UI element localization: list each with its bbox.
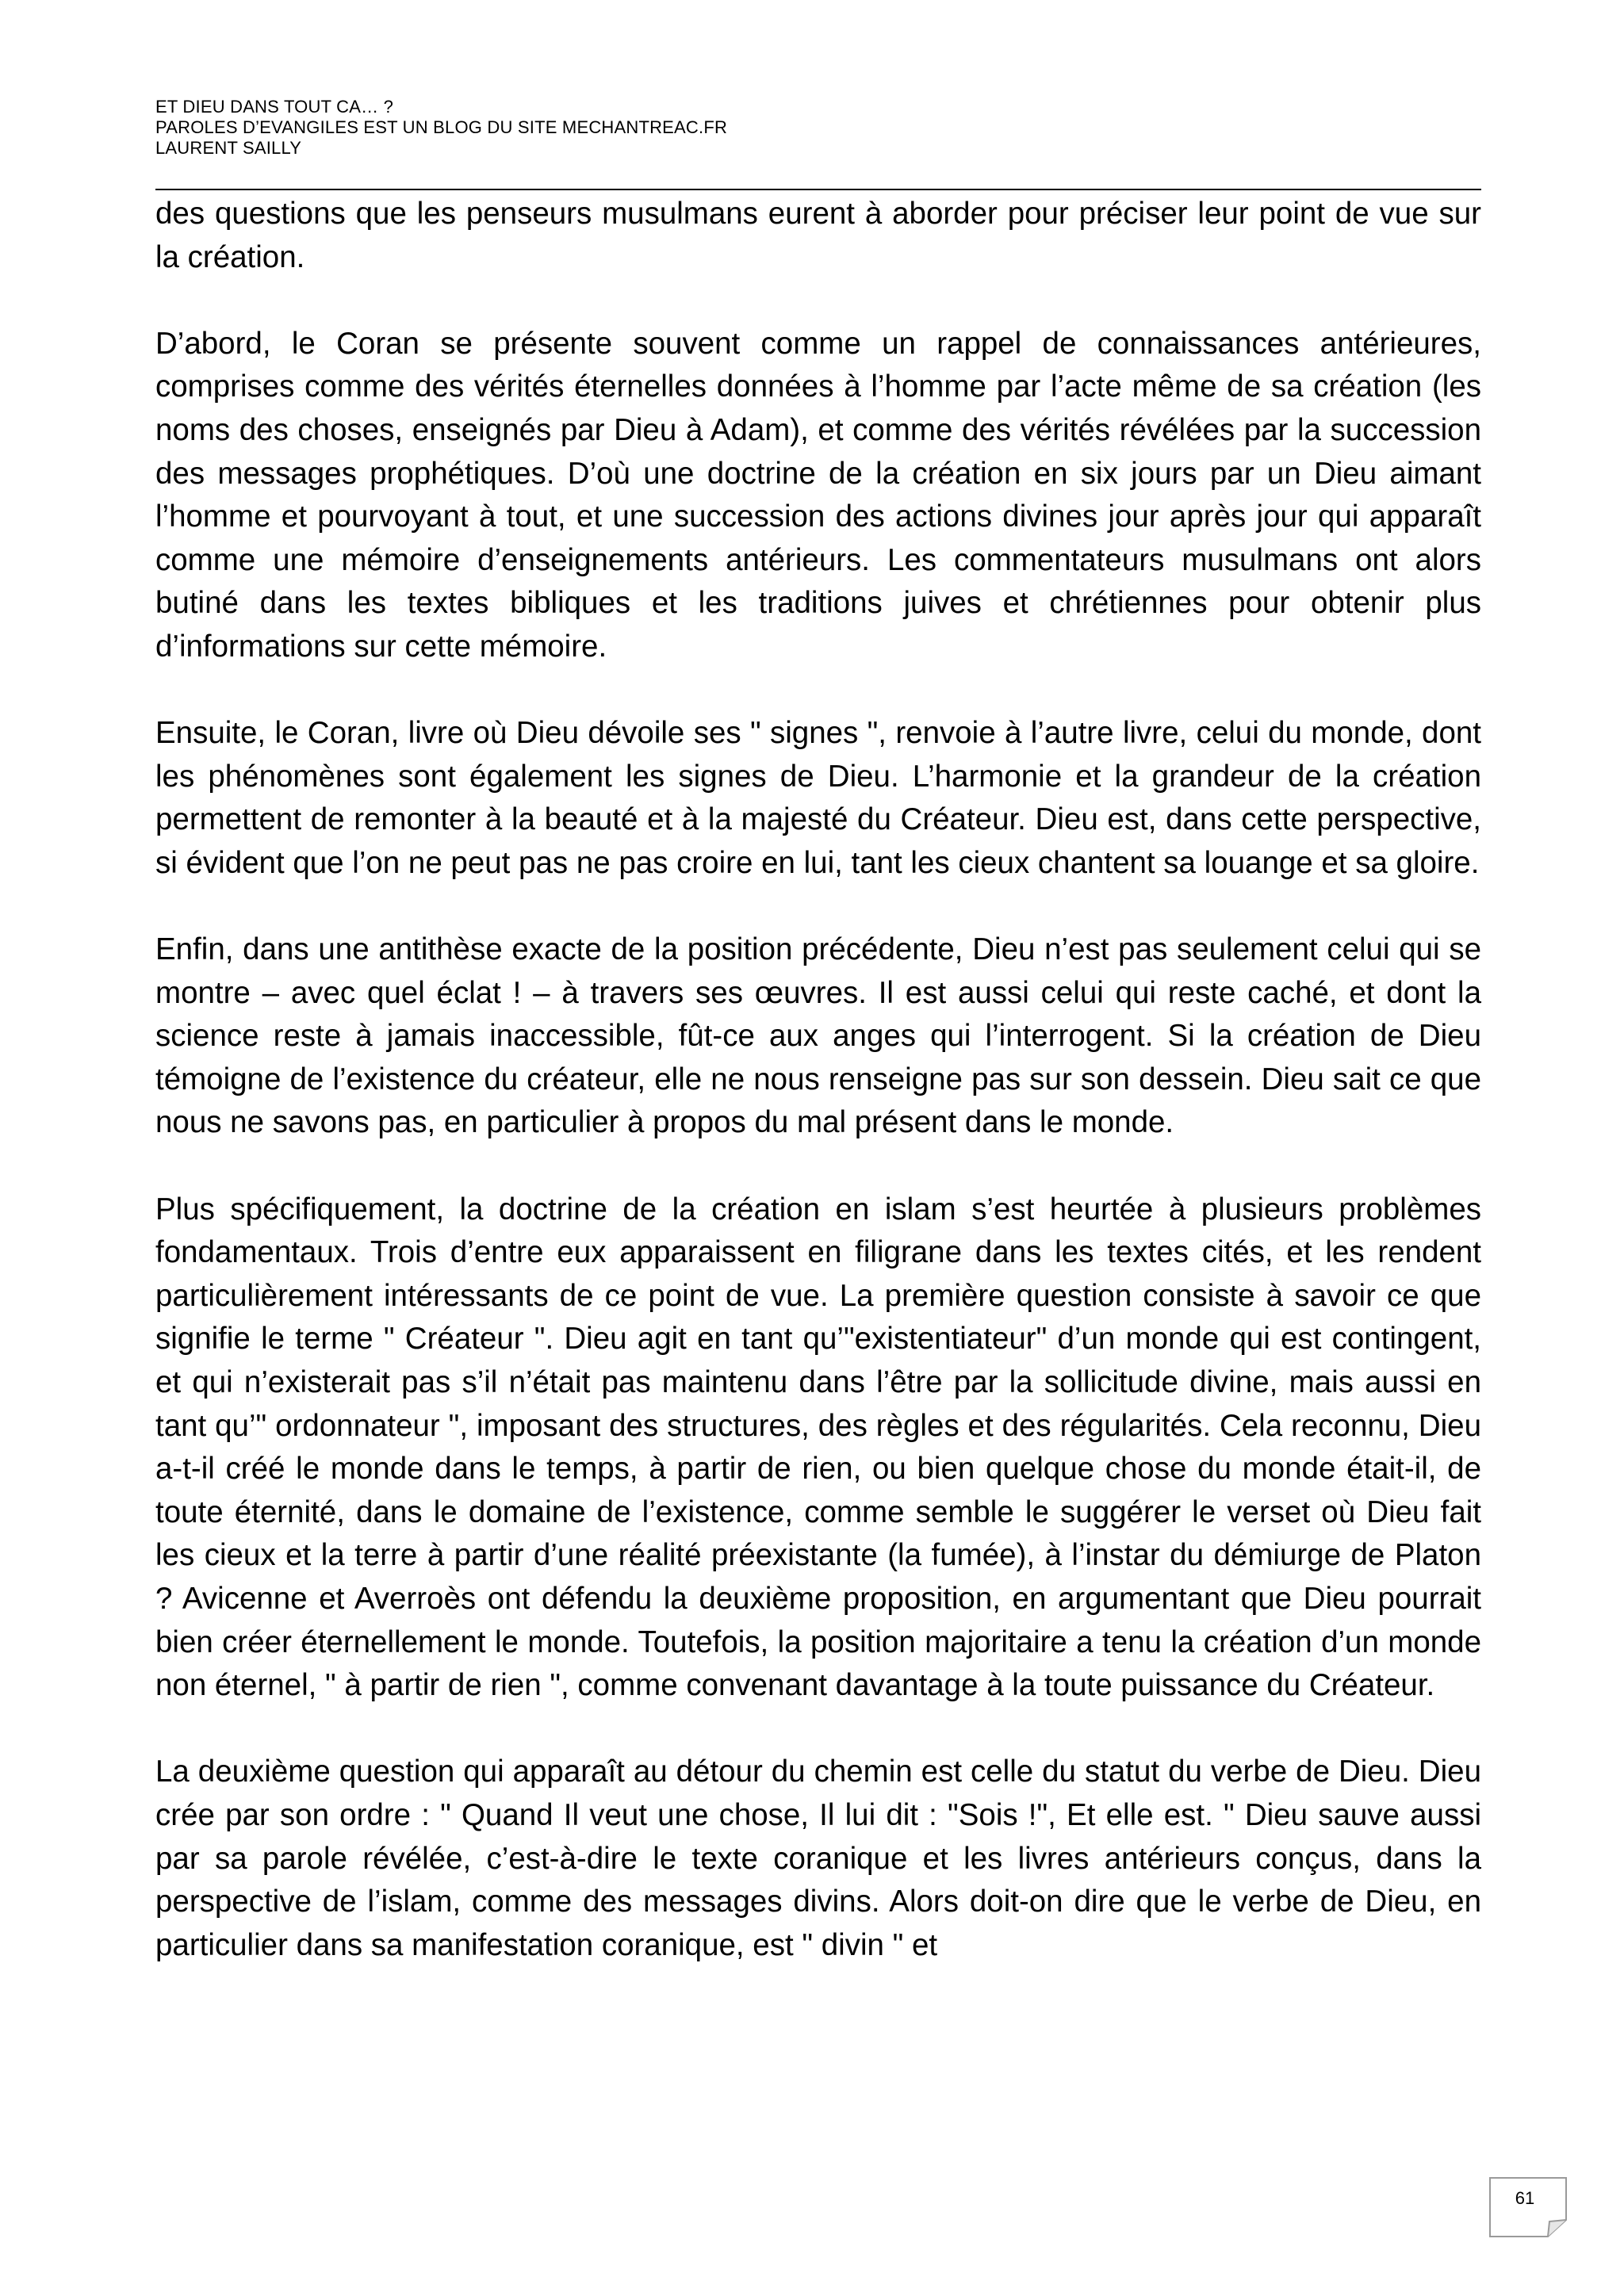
paragraph: des questions que les penseurs musulmans eurent à aborder pour préciser leur point de vue sur la création.: [155, 197, 1481, 274]
header-book-title: ET DIEU DANS TOUT CA… ?: [155, 97, 394, 117]
header-author: LAURENT SAILLY: [155, 138, 302, 158]
header-blog-line: PAROLES D’EVANGILES EST UN BLOG DU SITE MECHANTREAC.FR: [155, 117, 728, 137]
page-number: 61: [1515, 2188, 1535, 2208]
page-body: [155, 193, 1481, 1967]
running-header: [155, 97, 1481, 159]
page-number-badge: [1489, 2177, 1567, 2237]
paragraph: Enfin, dans une antithèse exacte de la position précédente, Dieu n’est pas seulement celui qui se montre – avec quel éclat ! – à travers ses œuvres. Il est aussi celui qui reste caché, et dont la science reste à jamais inaccessible, fût-ce aux anges qui l’interrogent. Si la création de Dieu témoigne de l’existence du créateur, elle ne nous renseigne pas sur son dessein. Dieu sait ce que nous ne savons pas, en particulier à propos du mal présent dans le monde.: [155, 932, 1481, 1140]
paragraph: Plus spécifiquement, la doctrine de la création en islam s’est heurtée à plusieurs problèmes fondamentaux. Trois d’entre eux apparaissent en filigrane dans les textes cités, et les rendent particulièrement intéressants de ce point de vue. La première question consiste à savoir ce que signifie le terme " Créateur ". Dieu agit en tant qu’"existentiateur" d’un monde qui est contingent, et qui n’existerait pas s’il n’était pas maintenu dans l’être par la sollicitude divine, mais aussi en tant qu’" ordonnateur ", imposant des structures, des règles et des régularités. Cela reconnu, Dieu a-t-il créé le monde dans le temps, à partir de rien, ou bien quelque chose du monde était-il, de toute éternité, dans le domaine de l’existence, comme semble le suggérer le verset où Dieu fait les cieux et la terre à partir d’une réalité préexistante (la fumée), à l’instar du démiurge de Platon ? Avicenne et Averroès ont défendu la deuxième proposition, en argumentant que Dieu pourrait bien créer éternellement le monde. Toutefois, la position majoritaire a tenu la création d’un monde non éternel, " à partir de rien ", comme convenant davantage à la toute puissance du Créateur.: [155, 1192, 1481, 1703]
paragraph: Ensuite, le Coran, livre où Dieu dévoile ses " signes ", renvoie à l’autre livre, celui du monde, dont les phénomènes sont également les signes de Dieu. L’harmonie et la grandeur de la création permettent de remonter à la beauté et à la majesté du Créateur. Dieu est, dans cette perspective, si évident que l’on ne peut pas ne pas croire en lui, tant les cieux chantent sa louange et sa gloire.: [155, 716, 1481, 880]
paragraph: La deuxième question qui apparaît au détour du chemin est celle du statut du verbe de Dieu. Dieu crée par son ordre : " Quand Il veut une chose, Il lui dit : "Sois !", Et elle est. " Dieu sauve aussi par sa parole révélée, c’est-à-dire le texte coranique et les livres antérieurs conçus, dans la perspective de l’islam, comme des messages divins. Alors doit-on dire que le verbe de Dieu, en particulier dans sa manifestation coranique, est " divin " et: [155, 1755, 1481, 1962]
header-divider: [155, 189, 1481, 190]
paragraph: D’abord, le Coran se présente souvent comme un rappel de connaissances antérieures, comprises comme des vérités éternelles données à l’homme par l’acte même de sa création (les noms des choses, enseignés par Dieu à Adam), et comme des vérités révélées par la succession des messages prophétiques. D’où une doctrine de la création en six jours par un Dieu aimant l’homme et pourvoyant à tout, et une succession des actions divines jour après jour qui apparaît comme une mémoire d’enseignements antérieurs. Les commentateurs musulmans ont alors butiné dans les textes bibliques et les traditions juives et chrétiennes pour obtenir plus d’informations sur cette mémoire.: [155, 326, 1481, 664]
